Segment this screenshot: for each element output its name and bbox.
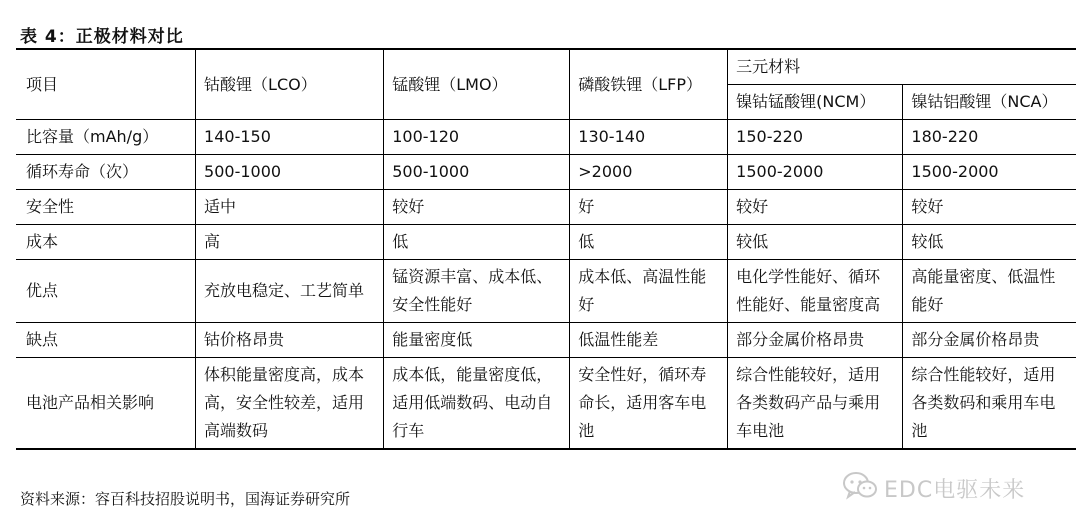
table-cell: 电化学性能好、循环性能好、能量密度高: [728, 260, 903, 323]
watermark-text: EDC电驱未来: [884, 477, 1026, 503]
row-label: 成本: [16, 225, 196, 260]
table-row: [16, 323, 1076, 358]
row-label: 安全性: [16, 190, 196, 225]
table-cell: 较低: [903, 225, 1076, 260]
table-cell: 较好: [728, 190, 903, 225]
table-cell: 180-220: [903, 120, 1076, 155]
watermark: [842, 471, 1025, 505]
table-title: 表 4：正极材料对比: [20, 27, 184, 47]
row-label: 电池产品相关影响: [16, 358, 196, 450]
table-row: [16, 120, 1076, 155]
table-cell: 低温性能差: [570, 323, 728, 358]
table-cell: 高: [196, 225, 384, 260]
table-cell: 部分金属价格昂贵: [728, 323, 903, 358]
table-cell: 500-1000: [196, 155, 384, 190]
row-label: 优点: [16, 260, 196, 323]
table-cell: 100-120: [384, 120, 570, 155]
table-cell: 150-220: [728, 120, 903, 155]
table-cell: 充放电稳定、工艺简单: [196, 260, 384, 323]
table-cell: 140-150: [196, 120, 384, 155]
table-row: [16, 155, 1076, 190]
comparison-table-container: [16, 48, 1076, 450]
row-label: 循环寿命（次）: [16, 155, 196, 190]
table-cell: 较好: [384, 190, 570, 225]
header-ncm: 镍钴锰酸锂(NCM）: [728, 85, 903, 120]
table-cell: 130-140: [570, 120, 728, 155]
table-cell: 较好: [903, 190, 1076, 225]
table-cell: 安全性好，循环寿命长，适用客车电池: [570, 358, 728, 450]
table-row: [16, 190, 1076, 225]
cathode-comparison-table: [16, 50, 1076, 450]
table-cell: 适中: [196, 190, 384, 225]
table-cell: 体积能量密度高，成本高，安全性较差，适用高端数码: [196, 358, 384, 450]
header-nca: 镍钴铝酸锂（NCA）: [903, 85, 1076, 120]
header-lco: 钴酸锂（LCO）: [196, 50, 384, 120]
wechat-icon: [842, 471, 878, 505]
table-cell: 部分金属价格昂贵: [903, 323, 1076, 358]
table-cell: 1500-2000: [903, 155, 1076, 190]
table-row: [16, 358, 1076, 450]
table-cell: 1500-2000: [728, 155, 903, 190]
row-label: 缺点: [16, 323, 196, 358]
table-row: [16, 225, 1076, 260]
source-footnote: 资料来源：容百科技招股说明书，国海证券研究所: [20, 490, 351, 508]
header-row-1: [16, 50, 1076, 85]
table-row: [16, 260, 1076, 323]
table-cell: 500-1000: [384, 155, 570, 190]
header-item: 项目: [16, 50, 196, 120]
table-cell: 低: [570, 225, 728, 260]
table-cell: >2000: [570, 155, 728, 190]
row-label: 比容量（mAh/g）: [16, 120, 196, 155]
header-ternary: 三元材料: [728, 50, 1076, 85]
table-cell: 成本低、高温性能好: [570, 260, 728, 323]
table-cell: 综合性能较好，适用各类数码产品与乘用车电池: [728, 358, 903, 450]
table-cell: 锰资源丰富、成本低、安全性能好: [384, 260, 570, 323]
header-lmo: 锰酸锂（LMO）: [384, 50, 570, 120]
table-cell: 成本低，能量密度低，适用低端数码、电动自行车: [384, 358, 570, 450]
table-cell: 综合性能较好，适用各类数码和乘用车电池: [903, 358, 1076, 450]
table-cell: 好: [570, 190, 728, 225]
table-cell: 较低: [728, 225, 903, 260]
table-cell: 钴价格昂贵: [196, 323, 384, 358]
table-cell: 低: [384, 225, 570, 260]
header-lfp: 磷酸铁锂（LFP）: [570, 50, 728, 120]
table-cell: 高能量密度、低温性能好: [903, 260, 1076, 323]
table-cell: 能量密度低: [384, 323, 570, 358]
